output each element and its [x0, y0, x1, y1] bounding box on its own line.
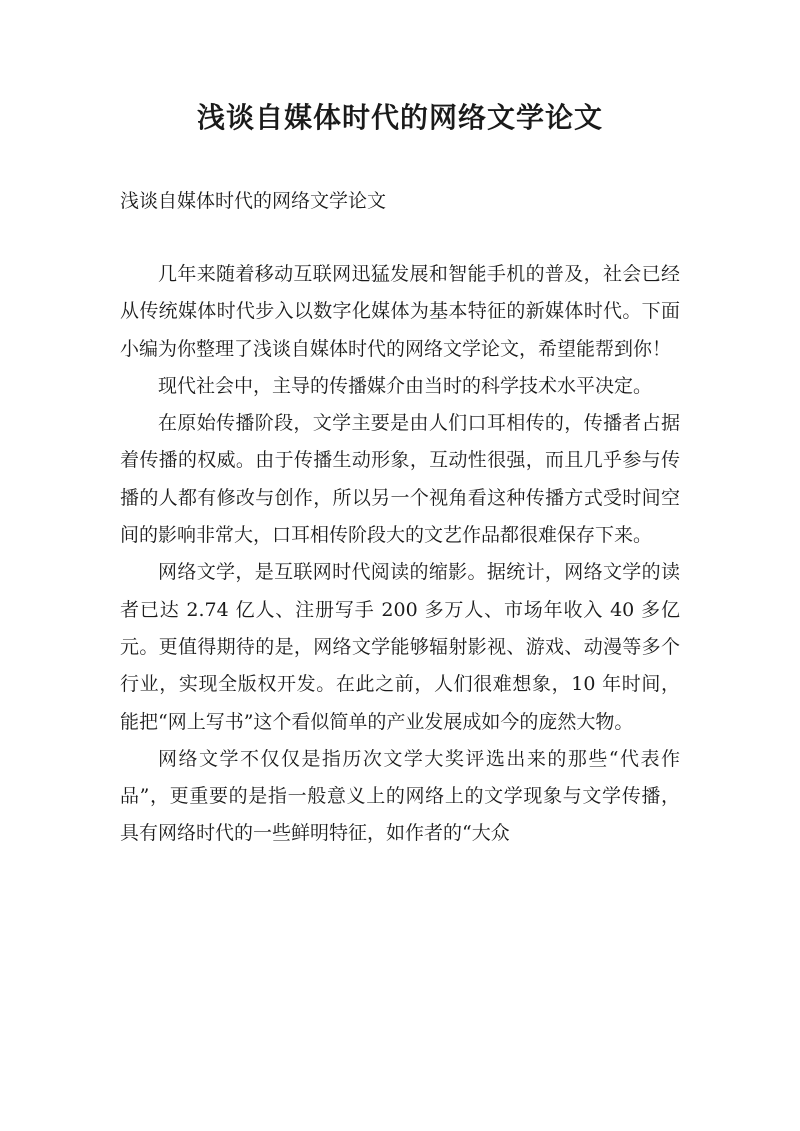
paragraph: 在原始传播阶段，文学主要是由人们口耳相传的，传播者占据着传播的权威。由于传播生动形象，互动性很强，而且几乎参与传播的人都有修改与创作，所以另一个视角看这种传播方式受时间空间的影响非常大，口耳相传阶段大的文艺作品都很难保存下来。: [120, 412, 680, 547]
paragraph: 网络文学不仅仅是指历次文学大奖评选出来的那些“代表作品”，更重要的是指一般意义上的网络上的文学现象与文学传播，具有网络时代的一些鲜明特征，如作者的“大众: [120, 747, 680, 845]
document-body: [120, 256, 680, 853]
document-title: 浅谈自媒体时代的网络文学论文: [196, 101, 603, 134]
document-subtitle: 浅谈自媒体时代的网络文学论文: [120, 190, 387, 212]
paragraph: 现代社会中，主导的传播媒介由当时的科学技术水平决定。: [158, 374, 653, 397]
paragraph: 几年来随着移动互联网迅猛发展和智能手机的普及，社会已经从传统媒体时代步入以数字化媒体为基本特征的新媒体时代。下面小编为你整理了浅谈自媒体时代的网络文学论文，希望能帮到你！: [120, 263, 680, 360]
paragraph: 网络文学，是互联网时代阅读的缩影。据统计，网络文学的读者已达 2.74 亿人、注册写手 200 多万人、市场年收入 40 多亿元。更值得期待的是，网络文学能够辐射影视、游戏、动漫等多个行业，实现全版权开发。在此之前，人们很难想象，10 年时间，能把“网上写书”这个看似简单的产业发展成如今的庞然大物。: [120, 561, 680, 733]
